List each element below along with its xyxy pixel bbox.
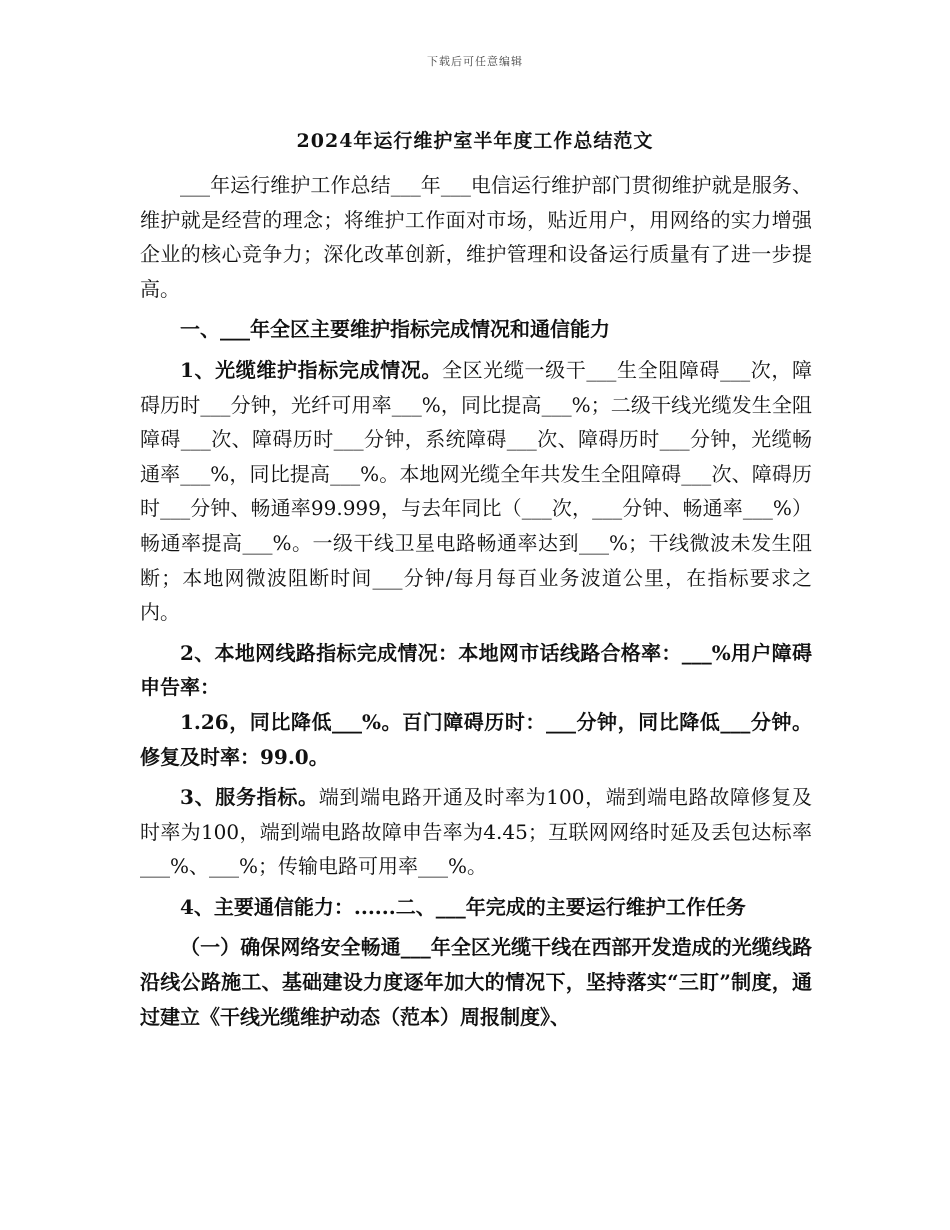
paragraph-local-line-values <box>140 705 812 774</box>
paragraph-text: 端到端电路开通及时率为100，端到端电路故障修复及时率为100，端到端电路故障申告率为4.45；互联网网络时延及丢包达标率___%、___%；传输电路可用率___%。 <box>140 785 812 879</box>
paragraph-service-indicators <box>140 780 812 884</box>
document-title: 2024年运行维护室半年度工作总结范文 <box>296 130 654 152</box>
paragraph-text: 全区光缆一级干___生全阻障碍___次，障碍历时___分钟，光纤可用率___%，同比提高___%；二级干线光缆发生全阻障碍___次、障碍历时___分钟，系统障碍___次、障碍历时___分钟，光缆畅通率___%，同比提高___%。本地网光缆全年共发生全阻障碍___次、障碍历时___分钟、畅通率99.999，与去年同比（___次，___分钟、畅通率___%）畅通率提高___%。一级干线卫星电路畅通率达到___%；干线微波未发生阻断；本地网微波阻断时间___分钟/每月每百业务波道公里，在指标要求之内。 <box>140 357 813 625</box>
paragraph-local-line-indicators <box>140 636 812 705</box>
paragraph-lead: 1、光缆维护指标完成情况。 <box>180 357 443 382</box>
paragraph-lead: （一）确保网络安全畅通___年全区光缆干线在西部开发造成的光缆线路沿线公路施工、基础建设力度逐年加大的情况下，坚持落实“三盯”制度，通过建立《干线光缆维护动态（范本）周报制度》、 <box>140 935 812 1029</box>
paragraph-lead: 1.26，同比降低___%。百门障碍历时：___分钟，同比降低___分钟。修复及时率：99.0。 <box>140 709 812 769</box>
header-note: 下载后可任意编辑 <box>427 55 523 68</box>
paragraph-communication-capacity <box>140 890 812 925</box>
paragraph-network-safety <box>140 930 812 1034</box>
document-body <box>140 168 812 1040</box>
paragraph-lead: 2、本地网线路指标完成情况：本地网市话线路合格率：___%用户障碍申告率： <box>140 640 812 700</box>
paragraph-lead: 3、服务指标。 <box>180 785 319 810</box>
paragraph-text: ___年运行维护工作总结___年___电信运行维护部门贯彻维护就是服务、维护就是经营的理念；将维护工作面对市场，贴近用户，用网络的实力增强企业的核心竞争力；深化改革创新，维护管理和设备运行质量有了进一步提高。 <box>140 173 812 301</box>
paragraph-lead: 4、主要通信能力：......二、___年完成的主要运行维护工作任务 <box>180 894 746 919</box>
section-heading-1 <box>140 312 812 347</box>
paragraph-lead: 一、___年全区主要维护指标完成情况和通信能力 <box>180 317 610 342</box>
paragraph-fiber-indicators <box>140 353 812 630</box>
paragraph-intro <box>140 168 812 306</box>
